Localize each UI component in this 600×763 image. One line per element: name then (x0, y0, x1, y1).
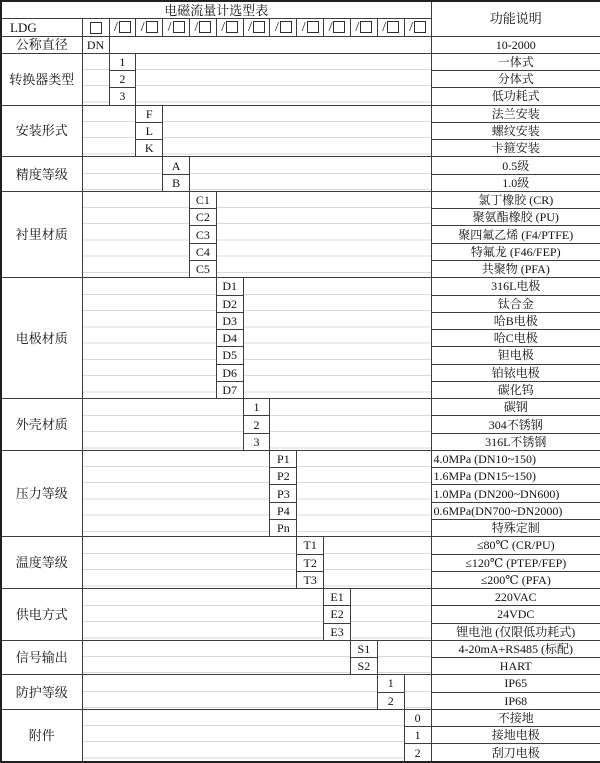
checkbox-icon (199, 21, 211, 33)
option-desc: 316L不锈钢 (431, 433, 600, 450)
slash-separator: / (409, 19, 413, 35)
option-desc: 碳化钨 (431, 381, 600, 398)
option-desc: 1.0MPa (DN200~DN600) (431, 485, 600, 502)
option-desc: 哈B电极 (431, 312, 600, 329)
checkbox-icon (146, 21, 158, 33)
option-desc: 24VDC (431, 606, 600, 623)
merged-empty-right (297, 450, 431, 536)
checkbox-icon (119, 21, 131, 33)
option-code: D4 (216, 330, 243, 347)
option-code: P2 (270, 468, 297, 485)
checkbox-icon (226, 21, 238, 33)
section-label: 信号输出 (1, 640, 82, 675)
model-slash-checkbox-cell (297, 19, 324, 36)
option-code: C1 (189, 191, 216, 208)
slash-separator: / (328, 19, 333, 35)
checkbox-icon (307, 21, 319, 33)
option-code: C3 (189, 226, 216, 243)
table-row (1, 450, 600, 467)
checkbox-icon (253, 21, 265, 33)
table-row (1, 191, 600, 208)
slash-separator: / (274, 19, 279, 35)
slash-separator: / (140, 19, 145, 35)
merged-empty-right (350, 589, 431, 641)
option-code: E1 (324, 589, 351, 606)
option-code: E2 (324, 606, 351, 623)
option-desc: ≤80℃ (CR/PU) (431, 537, 600, 554)
model-prefix: LDG (1, 19, 82, 36)
option-code: D7 (216, 381, 243, 398)
section-label: 附件 (1, 709, 82, 761)
option-code: E3 (324, 623, 351, 640)
checkbox-icon (387, 21, 399, 33)
merged-empty-left (82, 537, 297, 589)
model-slash-checkbox-cell (189, 19, 216, 36)
option-code: A (163, 157, 190, 174)
model-slash-checkbox-cell (163, 19, 190, 36)
option-desc: 1.0级 (431, 174, 600, 191)
option-code: DN (82, 36, 109, 53)
option-code: D2 (216, 295, 243, 312)
option-desc: 聚氨酯橡胶 (PU) (431, 209, 600, 226)
table-row (1, 53, 600, 70)
option-code: P3 (270, 485, 297, 502)
table-row (1, 105, 600, 122)
model-slash-checkbox-cell (377, 19, 404, 36)
option-desc: 0.6MPa(DN700~DN2000) (431, 502, 600, 519)
option-desc: 卡箍安装 (431, 140, 600, 157)
checkbox-icon (414, 21, 426, 33)
merged-empty-left (82, 675, 377, 710)
option-desc: 0.5级 (431, 157, 600, 174)
model-slash-checkbox-cell (270, 19, 297, 36)
option-desc: 不接地 (431, 709, 600, 726)
merged-empty-right (243, 278, 431, 399)
option-code: C2 (189, 209, 216, 226)
option-desc: IP68 (431, 692, 600, 709)
model-checkbox-cell (82, 19, 109, 36)
table-row (1, 640, 600, 657)
section-label: 转换器类型 (1, 53, 82, 105)
table-row (1, 278, 600, 295)
merged-empty-left (82, 105, 136, 157)
checkbox-icon (360, 21, 372, 33)
table-row (1, 709, 600, 726)
option-desc: 304不锈钢 (431, 416, 600, 433)
option-code: P4 (270, 502, 297, 519)
checkbox-icon (173, 21, 185, 33)
option-code: 1 (243, 399, 270, 416)
merged-empty-right (163, 105, 431, 157)
option-code: K (136, 140, 163, 157)
merged-empty-right (136, 53, 431, 105)
option-code: 2 (243, 416, 270, 433)
model-slash-checkbox-cell (324, 19, 351, 36)
merged-empty-right (189, 157, 431, 192)
section-label: 衬里材质 (1, 191, 82, 277)
option-desc: 螺纹安装 (431, 122, 600, 139)
model-slash-checkbox-cell (350, 19, 377, 36)
merged-empty-left (82, 53, 109, 105)
desc-column-header: 功能说明 (431, 1, 600, 36)
option-code: 2 (404, 744, 431, 762)
option-desc: 聚四氟乙烯 (F4/PTFE) (431, 226, 600, 243)
option-desc: 哈C电极 (431, 330, 600, 347)
option-code: F (136, 105, 163, 122)
slash-separator: / (355, 19, 360, 35)
table-row (1, 537, 600, 554)
merged-empty-left (82, 709, 404, 761)
checkbox-icon (90, 22, 102, 34)
option-code: 0 (404, 709, 431, 726)
option-code: C5 (189, 260, 216, 277)
merged-empty-right (324, 537, 431, 589)
option-desc: 钽电极 (431, 347, 600, 364)
slash-separator: / (382, 19, 387, 35)
page-title: 电磁流量计选型表 (1, 1, 431, 19)
slash-separator: / (167, 19, 172, 35)
section-label: 温度等级 (1, 537, 82, 589)
option-code: 1 (404, 727, 431, 744)
merged-empty-left (82, 450, 270, 536)
section-label: 电极材质 (1, 278, 82, 399)
table-row (1, 36, 600, 53)
merged-empty-left (82, 278, 216, 399)
option-desc: 法兰安装 (431, 105, 600, 122)
model-slash-checkbox-cell (216, 19, 243, 36)
section-label: 防护等级 (1, 675, 82, 710)
option-code: 1 (109, 53, 136, 70)
section-label: 供电方式 (1, 589, 82, 641)
model-slash-checkbox-cell (404, 19, 431, 36)
option-desc: 分体式 (431, 71, 600, 88)
option-code: P1 (270, 450, 297, 467)
option-code: D6 (216, 364, 243, 381)
option-code: T2 (297, 554, 324, 571)
section-label: 公称直径 (1, 36, 82, 53)
option-code: D1 (216, 278, 243, 295)
section-label: 精度等级 (1, 157, 82, 192)
option-desc: ≤120℃ (PTEP/FEP) (431, 554, 600, 571)
slash-separator: / (301, 19, 306, 35)
merged-empty-left (82, 399, 243, 451)
option-code: 3 (109, 88, 136, 105)
section-label: 压力等级 (1, 450, 82, 536)
option-desc: 特殊定制 (431, 519, 600, 536)
option-desc: 316L电极 (431, 278, 600, 295)
merged-empty-left (82, 589, 324, 641)
option-desc: 氯丁橡胶 (CR) (431, 191, 600, 208)
merged-empty-left (82, 640, 350, 675)
merged-empty-right (216, 191, 431, 277)
slash-separator: / (221, 19, 226, 35)
option-desc: 特氟龙 (F46/FEP) (431, 243, 600, 260)
slash-separator: / (113, 19, 118, 35)
option-desc: 接地电极 (431, 727, 600, 744)
option-desc: 10-2000 (431, 36, 600, 53)
option-code: S1 (350, 640, 377, 657)
model-slash-checkbox-cell (136, 19, 163, 36)
option-desc: 共聚物 (PFA) (431, 260, 600, 277)
table-row (1, 399, 600, 416)
merged-empty-right (270, 399, 431, 451)
option-desc: 低功耗式 (431, 88, 600, 105)
section-label: 外壳材质 (1, 399, 82, 451)
checkbox-icon (333, 21, 345, 33)
merged-empty-right (404, 675, 431, 710)
option-code: D5 (216, 347, 243, 364)
option-code: T1 (297, 537, 324, 554)
option-desc: 220VAC (431, 589, 600, 606)
model-slash-checkbox-cell (243, 19, 270, 36)
option-code: B (163, 174, 190, 191)
option-desc: 锂电池 (仅限低功耗式) (431, 623, 600, 640)
option-code: C4 (189, 243, 216, 260)
option-code: 1 (377, 675, 404, 692)
option-code: S2 (350, 658, 377, 675)
option-desc: HART (431, 658, 600, 675)
model-slash-checkbox-cell (109, 19, 136, 36)
table-row (1, 675, 600, 692)
merged-empty-right (109, 36, 431, 53)
table-row (1, 157, 600, 174)
checkbox-icon (280, 21, 292, 33)
option-desc: 4.0MPa (DN10~150) (431, 450, 600, 467)
option-desc: IP65 (431, 675, 600, 692)
option-code: 3 (243, 433, 270, 450)
table-row (1, 589, 600, 606)
merged-empty-right (377, 640, 431, 675)
option-code: D3 (216, 312, 243, 329)
option-desc: 碳钢 (431, 399, 600, 416)
option-desc: ≤200℃ (PFA) (431, 571, 600, 588)
merged-empty-left (82, 191, 189, 277)
option-desc: 一体式 (431, 53, 600, 70)
option-code: 2 (377, 692, 404, 709)
option-desc: 铂铱电极 (431, 364, 600, 381)
option-code: 2 (109, 71, 136, 88)
option-code: Pn (270, 519, 297, 536)
option-desc: 钛合金 (431, 295, 600, 312)
option-desc: 4-20mA+RS485 (标配) (431, 640, 600, 657)
merged-empty-left (82, 157, 163, 192)
slash-separator: / (248, 19, 252, 35)
option-desc: 1.6MPa (DN15~150) (431, 468, 600, 485)
option-code: T3 (297, 571, 324, 588)
section-label: 安装形式 (1, 105, 82, 157)
option-code: L (136, 122, 163, 139)
option-desc: 刮刀电极 (431, 744, 600, 762)
slash-separator: / (194, 19, 199, 35)
